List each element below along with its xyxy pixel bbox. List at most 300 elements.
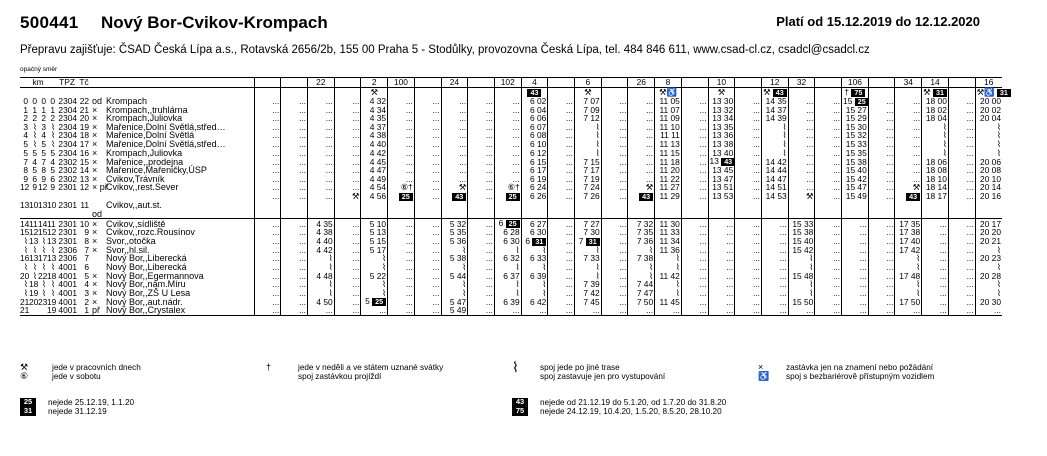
stop-name: Cvikov,,rest.Sever [106,182,179,193]
departure-time: ... [868,246,895,255]
departure-time: 7 17 [575,166,602,175]
departure-time: ⌇ [655,280,682,289]
departure-time: 7 26 [575,192,602,201]
departure-time [948,201,975,210]
departure-time: ... [922,228,949,237]
note-badge: 43 [773,89,787,97]
departure-time: ⌇ [788,254,815,263]
departure-time: ... [334,166,361,175]
departure-time: ... [388,289,415,298]
line-number: 500441 [20,13,79,32]
departure-time: 6 25 [494,219,521,229]
departure-time: ... [681,228,708,237]
departure-time: ... [441,97,468,106]
departure-time: 6 15 [521,157,548,166]
km-value: ⌇ [41,236,46,247]
departure-time: ⌇ [521,246,548,255]
connection-symbols: ⚒ 31 [922,87,949,97]
stop-marks: × [92,104,98,115]
departure-time: 6 27 [521,219,548,229]
connection-number: 26 [628,78,655,87]
departure-time [575,210,602,219]
stop-marks [90,254,104,263]
departure-time: 18 14 [922,183,949,192]
departure-time [494,192,521,201]
connection-number: 22 [307,78,334,87]
departure-time: ... [735,106,762,115]
departure-time: 11 05 [655,97,682,106]
departure-time: ... [548,114,575,123]
departure-time: ... [334,131,361,140]
km-value [20,210,29,219]
departure-time: ... [548,280,575,289]
stop-order: 4 [84,279,90,290]
departure-time: ... [548,297,575,306]
stop-marks: od [92,208,103,219]
km-value: 15 [20,227,30,238]
table-row [20,237,1002,246]
departure-time: ... [414,254,441,263]
note-badge: 43 [452,193,466,201]
departure-time: ... [601,297,628,306]
departure-time: ... [735,263,762,272]
note-badge: 43 [906,193,920,201]
departure-time: ... [468,306,495,315]
departure-time: 7 24 [575,183,602,192]
mark-header [90,78,104,87]
stop-marks: × [92,113,98,124]
departure-time: ... [494,97,521,106]
connection-number [414,78,441,87]
departure-time [548,201,575,210]
departure-time: 6 39 [521,272,548,281]
km-value: 11 [47,218,56,229]
departure-time: 20 08 [975,166,1002,175]
departure-time: 5 25 [361,297,388,306]
connection-number: 6 [575,78,602,87]
departure-time: ... [414,280,441,289]
departure-time: ⌇ [575,123,602,132]
connection-number: 10 [708,78,735,87]
departure-time: ... [548,97,575,106]
departure-time [868,201,895,210]
note-75-badge: 75 [512,407,528,416]
departure-time: ... [281,131,308,140]
tpz-code: 2301 [58,227,78,238]
departure-time: ... [948,140,975,149]
connection-number: 2 [361,78,388,87]
note-badge: 25 [855,98,869,106]
departure-time: ... [815,219,842,229]
stop-marks: od [92,96,103,106]
departure-time: 18 08 [922,166,949,175]
legend-saturday: jede v sobotu [52,372,101,381]
departure-time: 4 48 [307,272,334,281]
departure-time: ... [815,183,842,192]
departure-time: ⌇ [307,263,334,272]
departure-time [922,210,949,219]
table-row [20,192,1002,201]
km-value: 5 [32,165,37,176]
departure-time: ... [414,306,441,315]
departure-time: ... [628,114,655,123]
departure-time [655,210,682,219]
departure-time [468,210,495,219]
departure-time: ... [948,97,975,106]
km-value: 11 [29,218,38,229]
departure-time: ⌇ [575,263,602,272]
tpz-code: 4001 [58,270,78,281]
departure-time: 6 12 [521,149,548,158]
connection-number: 16 [975,78,1002,87]
departure-time: ... [548,272,575,281]
departure-time: ... [628,157,655,166]
departure-time: 5 15 [361,237,388,246]
departure-time: ... [548,183,575,192]
departure-time: 17 50 [895,297,922,306]
departure-time: ... [788,114,815,123]
departure-time: ... [254,106,281,115]
stop-order: 6 [84,261,90,272]
departure-time: ... [414,131,441,140]
departure-time: 6 39 [494,297,521,306]
departure-time: 11 27 [655,183,682,192]
departure-time: ⌇ [307,254,334,263]
departure-time: ... [548,106,575,115]
departure-time: ... [307,166,334,175]
departure-time: 13 53 [708,192,735,201]
departure-time: ... [842,306,869,315]
km-value: ⌇ [32,244,37,255]
connection-symbols: ⚒♿ 31 [975,87,1002,97]
departure-time: ... [922,280,949,289]
departure-time [922,201,949,210]
note-31-text: nejede 31.12.19 [48,407,107,416]
departure-time: ⌇ [975,280,1002,289]
departure-time: 7 19 [575,175,602,184]
departure-time: ... [601,272,628,281]
stop-name: Mařenice,Dolní Světlá,střed… [106,121,226,132]
departure-time: ... [948,106,975,115]
departure-time: ... [948,306,975,315]
departure-time: 4 45 [361,157,388,166]
departure-time: ... [842,246,869,255]
departure-time: ... [414,289,441,298]
departure-time [681,201,708,210]
departure-time: 6 17 [521,166,548,175]
stop-name: Svor,,otočka [106,236,156,247]
connection-symbols: ⚒ [361,87,388,97]
stop-order [78,210,90,219]
departure-time: 4 37 [361,123,388,132]
carrier-info: Přepravu zajišťuje: ČSAD Česká Lípa a.s., Rotavská 2656/2b, 155 00 Praha 5 - Stodůlky, provozovna Česká Lípa, tel. 484 846 611, www.csad-cl.cz, csadcl@csadcl.cz [20,44,870,56]
departure-time: ... [334,246,361,255]
km-value: 2 [23,113,28,124]
departure-time [388,210,415,219]
departure-time: ⚒ [895,183,922,192]
departure-time: ... [548,131,575,140]
departure-time: ⌇ [494,280,521,289]
departure-time: ... [575,306,602,315]
departure-time: ⌇ [788,280,815,289]
departure-time: ... [895,166,922,175]
departure-time: ⌇ [494,246,521,255]
departure-time [628,210,655,219]
departure-time: ... [815,289,842,298]
departure-time: ... [708,263,735,272]
stop-order: 2 [84,296,90,307]
connection-number: 32 [788,78,815,87]
departure-time [842,201,869,210]
stop-marks: × [92,130,98,141]
km-value: ⌇ [50,279,56,290]
departure-time [761,201,788,210]
departure-time: ... [761,219,788,229]
tpz-code: 4001 [58,296,78,307]
departure-time: 15 47 [842,183,869,192]
table-row [20,306,1002,315]
km-value: 15 [38,227,48,238]
departure-time: ... [601,106,628,115]
tpz-code: 4001 [58,287,78,298]
stop-name: Nový Bor,,Egermannova [106,270,204,281]
departure-time: 7 32 [628,219,655,229]
tpz-code: 2304 [58,113,78,124]
connection-number [815,78,842,87]
departure-time [414,201,441,210]
departure-time: 11 18 [655,157,682,166]
departure-time: ⌇ [441,289,468,298]
departure-time: ... [708,254,735,263]
km-value: 0 [23,96,28,106]
km-value: ⌇ [41,244,46,255]
departure-time: ... [281,246,308,255]
departure-time: ⌇ [575,272,602,281]
departure-time: ... [735,123,762,132]
departure-time: 20 14 [975,183,1002,192]
departure-time: 13 45 [708,166,735,175]
km-value: ⌇ [32,138,37,149]
departure-time: 7 45 [575,297,602,306]
km-value: 1 [32,104,37,115]
departure-time: ... [708,289,735,298]
departure-time: ... [788,166,815,175]
departure-time: ... [681,306,708,315]
departure-time: ... [601,123,628,132]
departure-time: ... [388,175,415,184]
departure-time: ... [388,131,415,140]
departure-time [548,210,575,219]
table-row [20,201,1002,210]
departure-time: 14 42 [761,157,788,166]
departure-time: 11 10 [655,123,682,132]
departure-time: ... [281,157,308,166]
departure-time: 13 35 [708,123,735,132]
departure-time: ... [254,166,281,175]
departure-time [868,210,895,219]
departure-time: ... [868,237,895,246]
departure-time: ... [414,219,441,229]
departure-time: ... [681,123,708,132]
departure-time: ... [548,157,575,166]
departure-time: ... [494,306,521,315]
departure-time: ... [548,166,575,175]
departure-time: 7 35 [628,228,655,237]
departure-time: ... [468,106,495,115]
departure-time: ... [815,297,842,306]
departure-time: 4 35 [361,114,388,123]
departure-time: 6 28 [494,228,521,237]
departure-time: ... [414,140,441,149]
departure-time: ... [708,219,735,229]
departure-time: ... [842,219,869,229]
departure-time [735,201,762,210]
departure-time: ... [281,140,308,149]
departure-time: ... [307,306,334,315]
departure-time: ... [948,166,975,175]
departure-time: ... [681,175,708,184]
km-value: ⌇ [23,244,28,255]
departure-time: ... [868,175,895,184]
departure-time: 20 06 [975,157,1002,166]
departure-time: 5 10 [361,219,388,229]
km-value: 2 [41,113,46,124]
departure-time: 17 38 [895,228,922,237]
departure-time: ... [601,140,628,149]
km-header: km [20,78,56,87]
km-value: 0 [41,96,46,106]
departure-time: ... [815,114,842,123]
departure-time: ... [388,306,415,315]
stop-order: 13 [79,173,90,184]
departure-time: 14 53 [761,192,788,201]
stop-marks: × [92,218,98,229]
km-value: 0 [50,96,56,106]
departure-time: ⌇ [575,140,602,149]
departure-time: ... [388,149,415,158]
km-value: 19 [47,296,57,307]
legend-exit-only: spoj zastavuje jen pro vystupování [540,372,666,381]
departure-time: ... [948,157,975,166]
departure-time: ... [601,254,628,263]
departure-time: ... [868,192,895,201]
departure-time: ... [414,123,441,132]
departure-time: ⌇ [628,263,655,272]
departure-time: ... [735,272,762,281]
km-value: 9 [50,182,56,193]
departure-time: 11 20 [655,166,682,175]
departure-time: ... [735,114,762,123]
direction-note[interactable]: opačný směr [20,66,58,73]
departure-time: ... [815,123,842,132]
departure-time: ... [761,237,788,246]
departure-time: ... [895,106,922,115]
departure-time: ... [628,97,655,106]
departure-time [494,201,521,210]
departure-time: ⚒ [628,183,655,192]
connection-number [281,78,308,87]
departure-time: 6 07 [521,123,548,132]
departure-time: ... [842,272,869,281]
departure-time: ⌇ [361,289,388,298]
departure-time: ... [334,280,361,289]
departure-time: ... [441,114,468,123]
departure-time: ... [548,246,575,255]
departure-time: ... [254,246,281,255]
departure-time: ... [815,272,842,281]
departure-time: ... [468,97,495,106]
departure-time: ... [388,106,415,115]
departure-time: ... [735,166,762,175]
departure-time: ... [254,254,281,263]
departure-time: ... [868,149,895,158]
note-badge: 25 [372,298,386,306]
departure-time [388,201,415,210]
departure-time: ... [815,106,842,115]
connection-number [948,78,975,87]
departure-time: ... [281,114,308,123]
departure-time: 13 34 [708,114,735,123]
validity-period: Platí od 15.12.2019 do 12.12.2020 [776,14,980,29]
departure-time: ... [948,280,975,289]
departure-time: ... [922,246,949,255]
departure-time: ... [788,97,815,106]
departure-time: 6 32 [494,254,521,263]
departure-time: 15 33 [788,219,815,229]
stop-marks: × př [92,182,108,193]
departure-time: ... [414,97,441,106]
departure-time: ... [735,237,762,246]
departure-time: ... [414,106,441,115]
km-value: 18 [29,279,39,290]
timetable [20,77,1008,316]
stop-marks: × [92,121,98,132]
departure-time [334,201,361,210]
departure-time: 11 13 [655,140,682,149]
km-value: 9 [23,173,28,184]
departure-time: 5 22 [361,272,388,281]
departure-time: ... [681,97,708,106]
connection-number [601,78,628,87]
departure-time: ... [788,140,815,149]
departure-time: ⚒ [334,192,361,201]
connection-number [681,78,708,87]
km-value: 8 [23,165,28,176]
departure-time [948,210,975,219]
departure-time: 11 29 [655,192,682,201]
departure-time: ... [735,97,762,106]
tpz-code: 2301 [58,236,78,247]
departure-time: ... [815,228,842,237]
departure-time [975,201,1002,210]
departure-time: ⌇ [975,263,1002,272]
departure-time: ⌇ [575,131,602,140]
departure-time: ... [948,175,975,184]
departure-time: ... [334,149,361,158]
table-row [20,289,1002,298]
departure-time: 14 37 [761,106,788,115]
departure-time: ... [601,280,628,289]
departure-time: ... [868,97,895,106]
departure-time: ... [815,175,842,184]
departure-time: ... [548,237,575,246]
departure-time: 20 10 [975,175,1002,184]
departure-time: ... [334,106,361,115]
departure-time: ... [842,263,869,272]
departure-time: 4 49 [361,175,388,184]
departure-time: 18 17 [922,192,949,201]
departure-time: ... [948,192,975,201]
